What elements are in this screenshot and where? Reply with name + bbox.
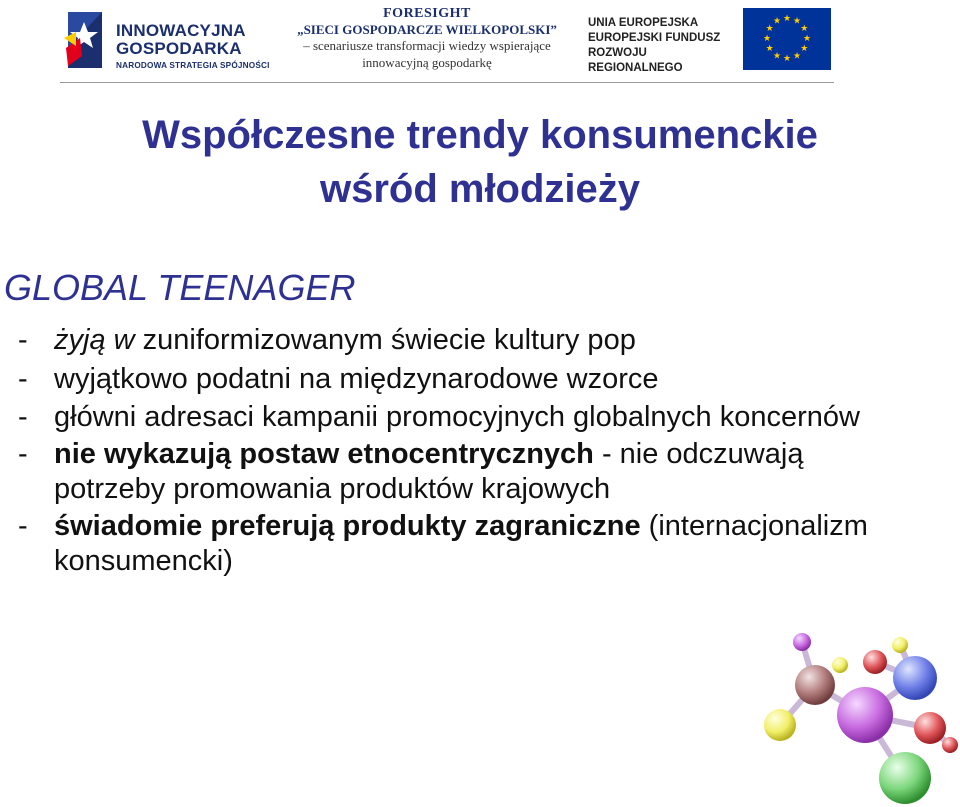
svg-text:★: ★ (792, 16, 802, 27)
bullet-dash: - (18, 401, 28, 433)
logo-left-line1: INNOWACYJNA (116, 21, 246, 40)
logo-left-line2: GOSPODARKA (116, 39, 242, 58)
molecule-decoration-icon (740, 620, 960, 807)
bullet-text: - nie odczuwają potrzeby promowania produktów krajowych (54, 438, 804, 505)
svg-text:★: ★ (765, 44, 774, 54)
bullet-text: zuniformizowanym świecie kultury pop (134, 324, 636, 356)
svg-text:★: ★ (802, 34, 812, 44)
bullet-dash: - (18, 363, 28, 395)
bullet-list (18, 322, 918, 581)
bullet-text: (internacjonalizm konsumencki) (54, 510, 868, 577)
foresight-title: FORESIGHT (383, 6, 471, 21)
eu-logo (588, 8, 833, 78)
bullet-dash: - (18, 510, 28, 542)
innowacyjna-gospodarka-emblem-icon (62, 8, 112, 72)
svg-text:★: ★ (762, 34, 772, 44)
eu-line2: EUROPEJSKI FUNDUSZ (588, 32, 721, 44)
svg-text:★: ★ (792, 51, 802, 62)
svg-text:★: ★ (772, 16, 782, 27)
svg-text:★: ★ (800, 24, 809, 34)
svg-text:★: ★ (800, 44, 809, 54)
bullet-bold-text: nie wykazują postaw etnocentrycznych (54, 438, 594, 470)
bullet-item (18, 322, 918, 359)
foresight-sub2: – scenariusze transformacji wiedzy wspierające (303, 38, 551, 53)
svg-text:★: ★ (782, 14, 792, 24)
bullet-dash: - (18, 438, 28, 470)
header-divider (60, 82, 834, 83)
bullet-text: główni adresaci kampanii promocyjnych globalnych koncernów (54, 401, 860, 433)
slide-title-line2: wśród młodzieży (319, 167, 641, 211)
bullet-bold-text: świadomie preferują produkty zagraniczne (54, 510, 641, 542)
bullet-italic-text: żyją w (54, 324, 135, 356)
eu-line3: ROZWOJU REGIONALNEGO (588, 47, 683, 74)
foresight-sub3: innowacyjną gospodarkę (362, 55, 492, 70)
section-subtitle: GLOBAL TEENAGER (4, 267, 356, 308)
eu-line1: UNIA EUROPEJSKA (588, 17, 699, 29)
bullet-text: wyjątkowo podatni na międzynarodowe wzorce (54, 363, 659, 395)
svg-text:★: ★ (765, 24, 774, 34)
slide-title-line1: Współczesne trendy konsumenckie (142, 113, 818, 157)
foresight-sub1: „SIECI GOSPODARCZE WIELKOPOLSKI” (297, 22, 557, 37)
bullet-item (18, 361, 918, 398)
logo-left-sub: NARODOWA STRATEGIA SPÓJNOŚCI (116, 61, 270, 70)
bullet-item (18, 509, 918, 579)
bullet-item (18, 437, 918, 507)
bullet-dash: - (18, 324, 28, 356)
innowacyjna-gospodarka-logo (62, 8, 272, 74)
foresight-logo (272, 6, 582, 78)
svg-text:★: ★ (772, 51, 782, 62)
bullet-item (18, 400, 918, 435)
svg-text:★: ★ (782, 54, 792, 64)
slide-title (0, 108, 960, 216)
eu-flag-icon (743, 8, 831, 70)
